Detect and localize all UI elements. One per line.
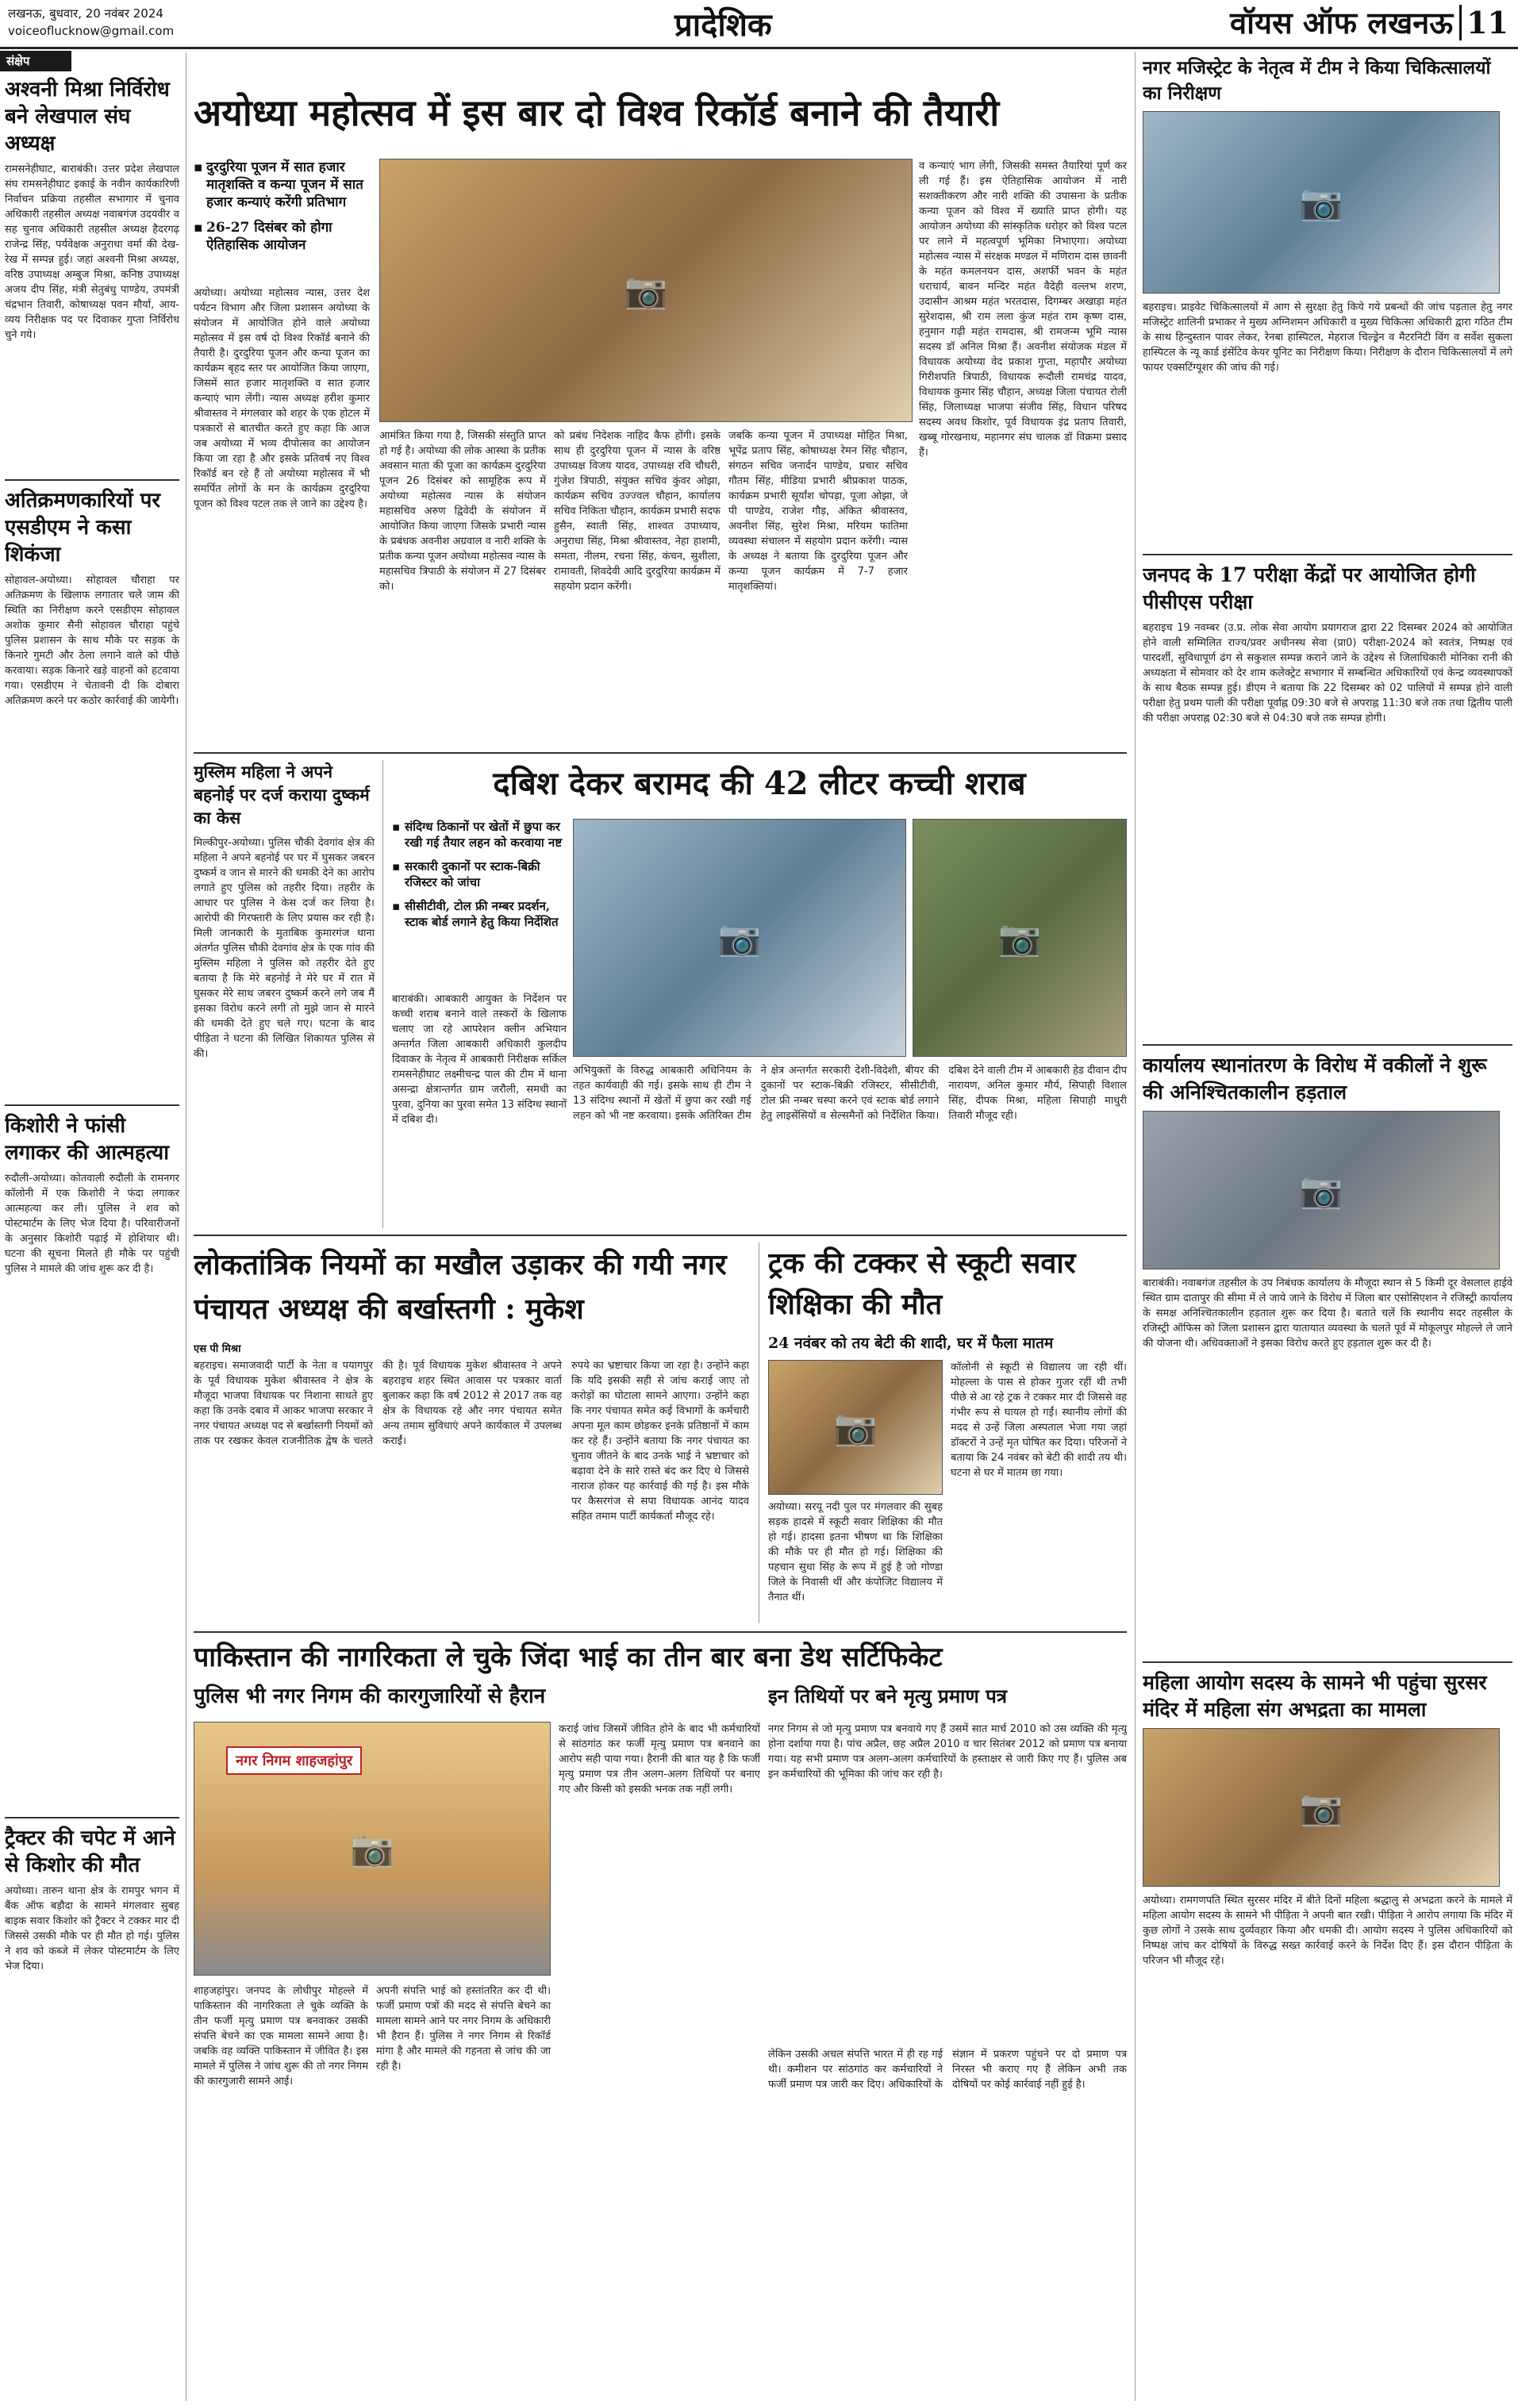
liquor-photo-1: [573, 819, 906, 1057]
main-body-5: व कन्याएं भाग लेंगी, जिसकी समस्त तैयारियां पूर्ण कर ली गई हैं। इस ऐतिहासिक आयोजन में नारी सशक्तीकरण और नारी शक्ति की उपासना के प्रतीक कन्या पूजन को विश्व में ख्याति प्राप्त होगी। यह आयोजन अयोध्या की सांस्कृतिक धरोहर को विश्व पटल पर लाने में महत्वपूर्ण भूमिका निभाएगा। अयोध्या महोत्सव न्यास में संरक्षक मण्डल में मणिराम दास छावनी के महंत कमलनयन दास, अशर्फी भवन के महंत धराचार्य, बावन मन्दिर महंत वैदेही वल्लभ शरण, उदासीन आश्रम महंत भरतदास, दिगम्बर अखाड़ा महंत सुरेशदास, श्री राम लला कुंज महंत राम कृष्ण दास, हनुमान गढ़ी महंत रामदास, श्री रामजन्म भूमि न्यास सदस्य डॉ अनिल मिश्रा हैं। अवनीश संयोजक मंडल में विधायक अयोध्या वेद प्रकाश गुप्ता, महापौर अयोध्या गिरीशपति त्रिपाठी, विधायक रूदौली रामचंद्र यादव, विधायक कुमार सिंह चौहान, अध्यक्ष जिला पंचायत रोली सिंह, जिलाध्यक्ष भाजपा संजीव सिंह, विधान परिषद सदस्य अवध किशोर, पूर्व विधायक इंद्र प्रताप तिवारी, खब्बू गोरखनाथ, महानगर संघ चालक डॉ विक्रमा प्रसाद हैं।: [919, 160, 1127, 459]
sidebar-story-1-headline: अश्वनी मिश्रा निर्विरोध बने लेखपाल संघ अध्यक्ष: [5, 78, 170, 156]
liquor-body-2: अभियुक्तों के विरुद्ध आबकारी अधिनियम के तहत कार्यवाही की गई। इसके साथ ही टीम ने 13 संदिग्ध स्थानों में खेतों में छुपा कर रखी गई लहन को भी नष्ट करवाया। इसके अतिरिक्त टीम ने क्षेत्र अन्तर्गत सरकारी देशी-विदेशी, बीयर की दुकानों पर स्टाक-बिक्री रजिस्टर, सीसीटीवी, टोल फ्री नम्बर चस्पा करने एवं स्टाक बोर्ड लगाने हेतु लाइसेंसियों व सेल्समैनों को निर्देशित किया। दबिश देने वाली टीम में आबकारी हेड दीवान दीप नारायण, अनिल कुमार मौर्य, सिपाही विशाल सिंह, दीपक मिश्रा, महिला सिपाही माधुरी तिवारी मौजूद रही।: [573, 1065, 1127, 1122]
nagar-body-1: बहराइच। समाजवादी पार्टी के नेता व पयागपुर के पूर्व विधायक मुकेश श्रीवास्तव ने क्षेत्र के मौजूदा भाजपा विधायक पर निशाना साधते हुए कहा कि उनके दबाव में आकर भाजपा सरकार ने नगर पंचायत अध्यक्ष पद से बर्खास्तगी नियमों को ताक पर रखकर केवल राजनीतिक द्वेष के चलते की है। पूर्व विधायक मुकेश श्रीवास्तव ने अपने बहराइच शहर स्थित आवास पर पत्रकार वार्ता बुलाकर कहा कि वर्ष 2012 से 2017 तक वह क्षेत्र के विधायक रहे और नगर पंचायत समेत अन्य तमाम सुविधाएं अपने कार्यकाल में उपलब्ध कराईं।: [194, 1360, 562, 1447]
nagar-byline: एस पी मिश्रा: [194, 1343, 241, 1355]
main-body-2: आमंत्रित किया गया है, जिसकी संस्तुति प्राप्त हो गई है। अयोध्या की लोक आस्था के प्रतीक अवसान माता की पूजा का कार्यक्रम दुरदुरिया पूजन 26 दिसंबर को सामूहिक रूप में अयोध्या महोत्सव न्यास के संयोजन महासचिव अरुण द्विवेदी के संयोजन में आयोजित किया जाएगा जिसके प्रभारी न्यास के प्रबंधक अवनीश अग्रवाल व नारी शक्ति के प्रतीक कन्या पूजन अयोध्या महोत्सव न्यास के महासचिव त्रिपाठी के संयोजन में 27 दिसंबर को।: [379, 430, 546, 593]
sidebar-story-2: [5, 487, 179, 1098]
sidebar-divider: [5, 479, 179, 481]
camera-icon: 📷: [1299, 182, 1343, 223]
pakistan-photo-caption: नगर निगम शाहजहांपुर: [226, 1746, 362, 1775]
pakistan-subhead-2-box: [768, 1682, 1127, 1714]
sidebar-story-1-body: रामसनेहीघाट, बाराबंकी। उत्तर प्रदेश लेखपाल संघ रामसनेहीघाट इकाई के नवीन कार्यकारिणी निर्वाचन प्रक्रिया तहसील सभागार में चुनाव अधिकारी तहसील अध्यक्ष नवाबगंज उदयवीर व सह चुनाव अधिकारी तहसील अध्यक्ष हैदरगढ़ राजेन्द्र सिंह, पर्यवेक्षक अनुराधा वर्मा की देख-रेख में सम्पन्न हुई। जहां अश्वनी मिश्रा अध्यक्ष, वरिष्ठ उपाध्यक्ष अम्बुज मिश्रा, कनिष्ठ उपाध्यक्ष अजय दीप सिंह, मंत्री सेतुबंधु पाण्डेय, उपमंत्री चंद्रभान तिवारी, कोषाध्यक्ष पवन मौर्या, आय-व्यय निरीक्षक पद पर दिवाकर गुप्ता निर्विरोध चुने गये।: [5, 163, 179, 341]
muslim-story: [194, 760, 375, 1236]
right-story-3-body: बाराबंकी। नवाबगंज तहसील के उप निबंधक कार्यालय के मौजूदा स्थान से 5 किमी दूर वेसलाल हाईवे स्थित ग्राम दातापुर की सीमा में ले जाये जाने के विरोध में जिला बार एसोसिएशन ने रजिस्ट्री कार्यालय के समक्ष अनिश्चितकालीन हड़ताल शुरू कर दिया है। बताते चलें कि स्थानीय सदर तहसील के रजिस्ट्री ऑफिस को जिला प्रशासन द्वारा यातायात व्यवस्था के चलते पूर्व में मोकूलपुर मोहल्ले ले जाने की योजना थी। अधिवक्ताओं ने इसका विरोध करते हुए हड़ताल शुरू कर दी है।: [1143, 1277, 1512, 1350]
nagar-headline-box: [194, 1242, 749, 1338]
muslim-headline: मुस्लिम महिला ने अपने बहनोई पर दर्ज कराया दुष्कर्म का केस: [194, 762, 370, 828]
right-story-2: [1143, 562, 1512, 1038]
dateline-block: [8, 5, 174, 40]
truck-subhead: 24 नवंबर को तय बेटी की शादी, घर में फैला मातम: [768, 1335, 1054, 1352]
liquor-headline: दबिश देकर बरामद की 42 लीटर कच्ची शराब: [493, 765, 1026, 802]
column-rule: [382, 760, 383, 1228]
right-story-4-photo: [1143, 1728, 1500, 1887]
section-title: प्रादेशिक: [674, 6, 772, 44]
nagar-body-2: रुपये का भ्रष्टाचार किया जा रहा है। उन्होंने कहा कि यदि इसकी सही से जांच कराई जाए तो करोड़ों का घोटाला सामने आएगा। उन्होंने कहा कि नगर पंचायत समेत कई विभागों के कर्मचारी अपना मूल काम छोड़कर इनके प्रतिष्ठानों में काम कर रहे हैं। उन्होंने बताया कि नगर पंचायत का चुनाव जीतने के बाद उनके भाई ने भ्रष्टाचार को बढ़ावा देने के सारे रास्ते बंद कर दिए थे जिससे नाराज होकर यह कार्रवाई की गई है। इस मौके पर कैसरगंज से सपा विधायक आनंद यादव सहित तमाम पार्टी कार्यकर्ता मौजूद रहे।: [571, 1360, 749, 1523]
sidebar-tag: संक्षेप: [0, 51, 71, 71]
right-divider: [1143, 1044, 1512, 1046]
camera-icon: 📷: [717, 918, 762, 958]
column-rule: [1135, 52, 1136, 2401]
liquor-photo-2: [913, 819, 1127, 1057]
truck-headline-box: [768, 1242, 1127, 1330]
sidebar-story-2-headline: अतिक्रमणकारियों पर एसडीएम ने कसा शिकंजा: [5, 489, 161, 566]
right-story-1-headline: नगर मजिस्ट्रेट के नेतृत्व में टीम ने किया चिकित्सालयों का निरीक्षण: [1143, 57, 1491, 104]
right-story-4-body: अयोध्या। रामगणपति स्थित सुरसर मंदिर में बीते दिनों महिला श्रद्धालु से अभद्रता करने के मामले में महिला आयोग सदस्य के सामने भी पीड़िता ने अपनी बात रखी। पीड़िता ने आरोप लगाया कि मंदिर में कुछ लोगों ने उसके साथ दुर्व्यवहार किया और धमकी दी। आयोग सदस्य ने पुलिस अधिकारियों को निष्पक्ष जांच कर दोषियों के विरुद्ध सख्त कार्रवाई करने के निर्देश दिए हैं। इस दौरान पीड़िता के परिजन भी मौजूद रहे।: [1143, 1895, 1512, 1967]
nagar-headline: लोकतांत्रिक नियमों का मखौल उड़ाकर की गयी नगर पंचायत अध्यक्ष की बर्खास्तगी : मुकेश: [194, 1248, 727, 1326]
pakistan-subhead: पुलिस भी नगर निगम की कारगुजारियों से हैरान: [194, 1684, 546, 1708]
pakistan-subhead-2: इन तिथियों पर बने मृत्यु प्रमाण पत्र: [768, 1684, 1007, 1707]
camera-icon: 📷: [833, 1408, 878, 1448]
truck-subhead-box: [768, 1333, 1127, 1357]
pakistan-body-3: कराई जांच जिसमें जीवित होने के बाद भी कर्मचारियों से सांठगांठ कर फर्जी मृत्यु प्रमाण पत्र बनवाने का आरोप सही पाया गया। हैरानी की बात यह है कि फर्जी मृत्यु प्रमाण पत्र तीन अलग-अलग तिथियों पर बनाए गए और किसी को इसकी भनक तक नहीं लगी।: [559, 1723, 760, 1795]
main-body-1: अयोध्या। अयोध्या महोत्सव न्यास, उत्तर देश पर्यटन विभाग और जिला प्रशासन अयोध्या के संयोजन में आयोजित होने वाले अयोध्या महोत्सव में इस वर्ष दो विश्व रिकॉर्ड बनाने की तैयारी है। दुरदुरिया पूजन और कन्या पूजन का कार्यक्रम बृहद स्तर पर आयोजित किया जाएगा, जिसमें सात हजार मातृशक्ति व सात हजार कन्याएं भाग लेंगी। न्यास अध्यक्ष हरीश कुमार श्रीवास्तव ने मंगलवार को शहर के एक होटल में पत्रकारों से बातचीत करते हुए कहा कि आज जब अयोध्या में भव्य दीपोत्सव का आयोजन किया जा रहा है और इसके प्रतिवर्ष नए विश्व रिकॉर्ड बन रहे हैं तो अयोध्या महोत्सव में भी समर्पित लोगों के मन के कार्यक्रम दुरदुरिया पूजन को विश्व पटल तक ले जाने का उद्देश्य है।: [194, 287, 370, 510]
camera-icon: 📷: [1299, 1170, 1343, 1211]
right-story-1-photo: [1143, 111, 1500, 294]
sidebar-story-3: [5, 1112, 179, 1811]
sidebar-story-4-headline: ट्रैक्टर की चपेट में आने से किशोर की मौत: [5, 1826, 175, 1877]
pakistan-body-1: शाहजहांपुर। जनपद के लोधीपुर मोहल्ले में पाकिस्तान की नागरिकता ले चुके व्यक्ति के तीन फर्जी मृत्यु प्रमाण पत्र बनवाकर उसकी संपत्ति बेचने का एक मामला सामने आया है। जबकि वह व्यक्ति पाकिस्तान में जीवित है। इस मामले में पुलिस ने जांच शुरू की तो नगर निगम की कारगुजारी सामने आई।: [194, 1985, 368, 2087]
muslim-body: मिल्कीपुर-अयोध्या। पुलिस चौकी देवगांव क्षेत्र की महिला ने अपने बहनोई पर घर में घुसकर जबरन दुष्कर्म व जान से मारने की धमकी देने का आरोप लगाते हुए पुलिस को तहरीर दिया। तहरीर के आधार पर पुलिस ने केस दर्ज कर लिया है। आरोपी की गिरफ्तारी के लिए प्रयास कर रही है। मिली जानकारी के मुताबिक कुमारगंज थाना अंतर्गत पुलिस चौकी देवगांव क्षेत्र के एक गांव की मुस्लिम महिला ने पुलिस को तहरीर देते हुए बताया है कि मेरे बहनोई ने मेरे घर में रात में घुसकर मेरे साथ जबरन दुष्कर्म करने लगे जब मैं इसका विरोध करने लगी तो मुझे जान से मारने की धमकी देते हुए चले गए। घटना के बाद पीड़िता ने घटना की लिखित शिकायत पुलिस से की।: [194, 837, 375, 1060]
right-column: [1143, 56, 1512, 2400]
truck-body-1: अयोध्या। सरयू नदी पुल पर मंगलवार की सुबह सड़क हादसे में स्कूटी सवार शिक्षिका की मौत हो गई। हादसा इतना भीषण था कि शिक्षिका की मौके पर ही मौत हो गई। शिक्षिका की पहचान सुधा सिंह के रूप में हुई है जो गोण्डा जिले के निवासी थीं और कंपोजिट विद्यालय में तैनात थीं।: [768, 1501, 943, 1603]
nagar-body-row: [194, 1358, 749, 1524]
main-bullet-1: ▪ दुरदुरिया पूजन में सात हजार मातृशक्ति व कन्या पूजन में सात हजार कन्याएं करेंगी प्रतिभाग: [194, 159, 368, 211]
section-divider: [194, 1631, 1127, 1633]
pakistan-photo: [194, 1722, 551, 1976]
right-story-4: [1143, 1669, 1512, 2383]
main-photo: [379, 159, 913, 422]
pakistan-headline: पाकिस्तान की नागरिकता ले चुके जिंदा भाई का तीन बार बना डेथ सर्टिफिकेट: [194, 1642, 943, 1673]
sidebar-story-1: [5, 76, 179, 473]
sidebar-divider: [5, 1104, 179, 1106]
truck-photo: [768, 1360, 943, 1495]
sidebar-story-4: [5, 1825, 179, 2380]
right-divider: [1143, 554, 1512, 555]
liquor-body-1: बाराबंकी। आबकारी आयुक्त के निर्देशन पर कच्ची शराब बनाने वाले तस्करों के खिलाफ चलाए जा रहे आपरेशन क्लीन अभियान अन्तर्गत जिला आबकारी अधिकारी कुलदीप दिवाकर के नेतृत्व में आबकारी निरीक्षक सर्किल रामसनेहीघाट लक्ष्मीचन्द्र पाल की टीम में थाना असन्द्रा क्षेत्रान्तर्गत ग्राम जरौली, समधी का पुरवा, दुनिया का पुरवा समेत 13 संदिग्ध स्थानों में दबिश दी।: [392, 993, 567, 1126]
right-story-1: [1143, 56, 1512, 547]
dateline: लखनऊ, बुधवार, 20 नवंबर 2024: [8, 6, 163, 21]
sidebar-column: [5, 76, 179, 2401]
main-body-4: जबकि कन्या पूजन में उपाध्यक्ष मोहित मिश्रा, भूपेंद्र प्रताप सिंह, कोषाध्यक्ष रेमन सिंह चौहान, संगठन सचिव जनार्दन पाण्डेय, प्रचार सचिव गौतम सिंह, मीडिया प्रभारी श्रीप्रकाश पाठक, कार्यक्रम प्रभारी सूर्यांश चोपड़ा, पूजा ओझा, जे पी पाण्डेय, राजेश गौड़, अंकित श्रीवास्तव, अवनीश सिंह, सुरेश मिश्रा, मरियम फातिमा व्यवस्था संचालन में सहयोग प्रदान करेंगी। न्यास के अध्यक्ष ने बताया कि दुरदुरिया पूजन और कन्या पूजन कार्यक्रम में 7-7 हजार मातृशक्तियां।: [728, 430, 908, 593]
sidebar-story-2-body: सोहावल-अयोध्या। सोहावल चौराहा पर अतिक्रमण के खिलाफ लगातार चलेे जाम की स्थिति का निरीक्षण करने एसडीएम सोहावल अशोक कुमार सैनी सोहावल चौराहा पहुंचे पुलिस प्रशासन के साथ मौके पर सड़क के किनारे गुमटी और ठेला लगाने वाले को पीछे करवाया। सड़क किनारे खड़े वाहनों को हटवाया गया। एसडीएम ने चेतावनी दी कि दोबारा अतिक्रमण करने पर कठोर कार्रवाई की जायेगी।: [5, 574, 179, 707]
sidebar-story-4-body: अयोध्या। तारुन थाना क्षेत्र के रामपुर भगन में बैंक ऑफ बड़ौदा के सामने मंगलवार सुबह बाइक सवार किशोर को ट्रैक्टर ने टक्कर मार दी जिससे उसकी मौके पर ही मौत हो गई। पुलिस ने शव को कब्जे में लेकर पोस्टमार्टम के लिए भेज दिया।: [5, 1885, 179, 1972]
pakistan-headline-box: [194, 1639, 1127, 1679]
pakistan-subhead-box: [194, 1682, 765, 1714]
main-headline-box: [194, 89, 1130, 152]
pakistan-body-5: लेकिन उसकी अचल संपत्ति भारत में ही रह गई थी। कमीशन पर सांठगांठ कर कर्मचारियों ने फर्जी प्रमाण पत्र जारी कर दिए। अधिकारियों के संज्ञान में प्रकरण पहुंचने पर दो प्रमाण पत्र निरस्त भी कराए गए हैं लेकिन अभी तक दोषियों पर कोई कार्रवाई नहीं हुई है।: [768, 2049, 1127, 2091]
section-divider: [194, 752, 1127, 754]
liquor-bullets: [392, 819, 567, 985]
liquor-bullet-3: ▪ सीसीटीवी, टोल फ्री नम्बर प्रदर्शन, स्टाक बोर्ड लगाने हेतु किया निर्देशित: [392, 898, 567, 930]
right-story-3-headline: कार्यालय स्थानांतरण के विरोध में वकीलों ने शुरू की अनिश्चितकालीन हड़ताल: [1143, 1054, 1487, 1104]
liquor-headline-box: [392, 763, 1127, 811]
right-story-3-photo: [1143, 1111, 1500, 1269]
paper-name: [1230, 2, 1508, 43]
truck-body-2: कॉलोनी से स्कूटी से विद्यालय जा रही थीं। मोहल्ला के पास से होकर गुजर रहीं थी तभी पीछे से आ रहे ट्रक ने टक्कर मार दी जिससे वह गंभीर रूप से घायल हो गईं। स्थानीय लोगों की मदद से उन्हें जिला अस्पताल भेजा गया जहां डॉक्टरों ने उन्हें मृत घोषित कर दिया। परिजनों ने बताया कि 24 नवंबर को बेटी की शादी तय थी। घटना से घर में मातम छा गया।: [951, 1361, 1127, 1479]
camera-icon: 📷: [997, 918, 1042, 958]
section-divider: [194, 1235, 1127, 1236]
right-story-1-body: बहराइच। प्राइवेट चिकित्सालयों में आग से सुरक्षा हेतु किये गये प्रबन्धों की जांच पड़ताल हेतु नगर मजिस्ट्रेट शालिनी प्रभाकर ने मुख्य अग्निशमन अधिकारी व मुख्य चिकित्सा अधिकारी द्वारा गठित टीम के साथ हिन्दुस्तान पावर लेकर, रेनबा हास्पिटल, मेहराज चिल्ड्रेन व मैटरनिटी विंग व सर्वेश सुकला हास्पिटल के न्यू कार्ड इंसेंटिव केयर यूनिट का निरीक्षण किया। निरीक्षण के दौरान चिकित्सालयों में लगे फायर एक्सटिंग्यूशर की जांच की गई।: [1143, 301, 1512, 374]
right-divider: [1143, 1661, 1512, 1663]
right-story-4-headline: महिला आयोग सदस्य के सामने भी पहुंचा सुरसर मंदिर में महिला संग अभद्रता का मामला: [1143, 1671, 1487, 1721]
pakistan-body-2: अपनी संपत्ति भाई को हस्तांतरित कर दी थी। फर्जी प्रमाण पत्रों की मदद से संपत्ति बेचने का मामला सामने आने पर नगर निगम के अधिकारी भी हैरान हैं। पुलिस ने नगर निगम से रिकॉर्ड मांगा है और मामले की गहनता से जांच की जा रही है।: [376, 1985, 551, 2072]
main-headline: अयोध्या महोत्सव में इस बार दो विश्व रिकॉर्ड बनाने की तैयारी: [194, 91, 1000, 134]
nagar-body-box: [194, 1341, 749, 1626]
sidebar-story-3-body: रुदौली-अयोध्या। कोतवाली रुदौली के रामनगर कॉलोनी में एक किशोरी ने फंदा लगाकर आत्महत्या कर ली। पुलिस ने शव को पोस्टमार्टम के लिए भेज दिया है। परिवारीजनों के अनुसार किशोरी पढ़ाई में होशियार थी। घटना की सूचना मिलते ही मौके पर पहुंची पुलिस ने मामले की जांच शुरू कर दी है।: [5, 1173, 179, 1275]
page-number: 11: [1459, 5, 1508, 40]
camera-icon: 📷: [1299, 1788, 1343, 1828]
liquor-bullet-2: ▪ सरकारी दुकानों पर स्टाक-बिक्री रजिस्टर को जांचा: [392, 858, 567, 890]
main-bullet-2: ▪ 26-27 दिसंबर को होगा ऐतिहासिक आयोजन: [194, 219, 368, 254]
truck-headline: ट्रक की टक्कर से स्कूटी सवार शिक्षिका की मौत: [768, 1246, 1076, 1321]
sidebar-story-3-headline: किशोरी ने फांसी लगाकर की आत्महत्या: [5, 1114, 169, 1165]
camera-icon: 📷: [350, 1829, 394, 1869]
page-header: [0, 0, 1518, 49]
email: voiceoflucknow@gmail.com: [8, 24, 175, 38]
pakistan-body-4: नगर निगम से जो मृत्यु प्रमाण पत्र बनवाये गए हैं उसमें सात मार्च 2010 को उस व्यक्ति की मृत्यु होना दर्शाया गया है। पांच अप्रैल, छह अप्रैल 2010 व चार सितंबर 2012 को प्रमाण पत्र बनाया गया। यह सभी प्रमाण पत्र अलग-अलग कर्मचारियों के हस्ताक्षर से जारी किए गए हैं। पुलिस अब इन कर्मचारियों की भूमिका की जांच कर रही है।: [768, 1723, 1127, 1780]
camera-icon: 📷: [624, 271, 668, 311]
paper-name-text: वॉयस ऑफ लखनऊ: [1230, 5, 1454, 40]
right-story-2-headline: जनपद के 17 परीक्षा केंद्रों पर आयोजित होगी पीसीएस परीक्षा: [1143, 563, 1476, 613]
main-body-3: को प्रबंध निदेशक नाहिद कैफ होंगी। इसके साथ ही दुरदुरिया पूजन में न्यास के वरिष्ठ उपाध्यक्ष विजय यादव, उपाध्यक्ष रवि चौधरी, गुंजेश त्रिपाठी, संयुक्त सचिव कुंवर ओझा, कार्यक्रम सचिव उज्ज्वल चौहान, कार्यालय सचिव निकिता चौहान, कार्यक्रम प्रभारी सदफ हुसैन, स्वाती सिंह, शाश्वत उपाध्याय, अनुराधा सिंह, मिश्रा श्रीवास्तव, नेहा हाशमी, समता, नीलम, रचना सिंह, कंचन, सुशीला, रामावती, शिवदेवी आदि दुरदुरिया कार्यक्रम में सहयोग प्रदान करेंगी।: [554, 430, 721, 593]
right-story-3: [1143, 1052, 1512, 1655]
main-bullets: [194, 159, 368, 278]
right-story-2-body: बहराइच 19 नवम्बर (उ.प्र. लोक सेवा आयोग प्रयागराज द्वारा 22 दिसम्बर 2024 को आयोजित होने वाली सम्मिलित राज्य/प्रवर अधीनस्थ सेवा (प्रा0) परीक्षा-2024 को स्वतंत्र, निष्पक्ष एवं पारदर्शी, सुविधापूर्ण ढंग से सकुशल सम्पन्न कराने जाने के उद्देश्य से जिलाधिकारी मोनिका रानी की अध्यक्षता में सोमवार को देर शाम कलेक्ट्रेट सभागार में सम्बन्धित अधिकारियों एवं केन्द्र व्यवस्थापकों के साथ बैठक सम्पन्न हुई। डीएम ने बताया कि 22 दिसम्बर को 02 पालियों में सम्पन्न होने वाली परीक्षा हेतु प्रथम पाली की परीक्षा पूर्वाह्न 09:30 बजे से अपराह्न 11:30 बजे तक तथा द्वितीय पाली की परीक्षा अपराह्न 02:30 बजे से 04:30 बजे तक सम्पन्न होगी।: [1143, 622, 1512, 724]
liquor-bullet-1: ▪ संदिग्ध ठिकानों पर खेतों में छुपा कर रखी गई तैयार लहन को करवाया नष्ट: [392, 819, 567, 851]
sidebar-divider: [5, 1817, 179, 1818]
